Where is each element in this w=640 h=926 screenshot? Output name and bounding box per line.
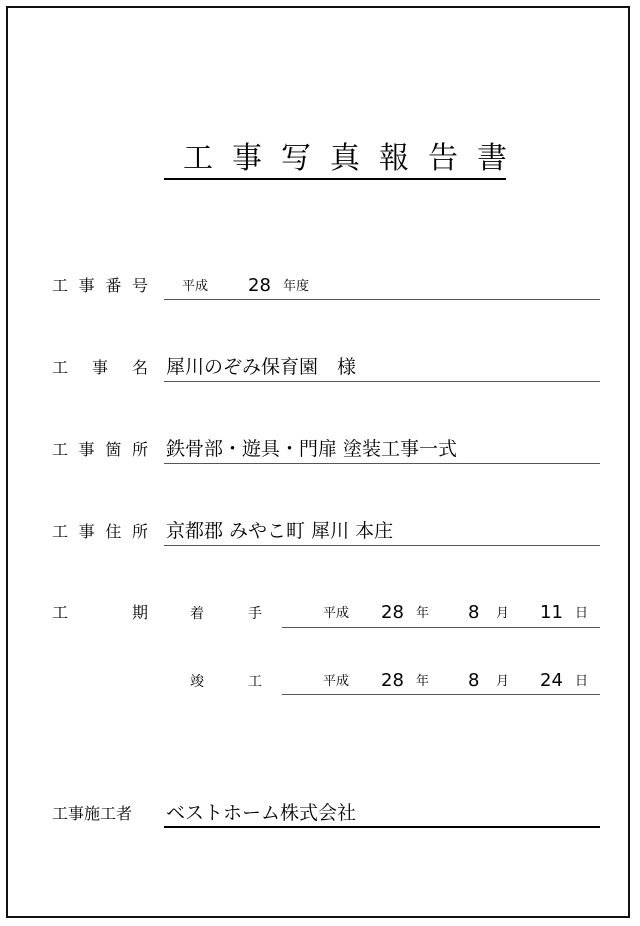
start-day-unit: 日 <box>575 606 589 621</box>
start-rule <box>282 627 600 628</box>
project-scope-rule <box>164 463 600 464</box>
start-label: 着 手 <box>190 606 262 622</box>
project-number-suffix: 年度 <box>283 279 310 294</box>
project-number-era: 平成 <box>182 279 209 294</box>
contractor-value: ベストホーム株式会社 <box>166 802 357 824</box>
end-day-unit: 日 <box>575 674 589 689</box>
start-month-unit: 月 <box>496 606 510 621</box>
document-title <box>164 140 526 180</box>
start-year: 28 <box>381 602 404 623</box>
contractor-label: 工事施工者 <box>52 804 133 823</box>
title-text: 工事写真報告書 <box>183 141 526 176</box>
start-year-unit: 年 <box>416 606 430 621</box>
project-name-rule <box>164 381 600 382</box>
start-day: 11 <box>540 602 563 623</box>
project-number-label: 工 事 番 号 <box>52 276 148 295</box>
end-rule <box>282 694 600 695</box>
title-underline <box>164 178 506 180</box>
project-number-rule <box>164 299 600 300</box>
end-month: 8 <box>468 670 480 691</box>
project-number-year: 28 <box>248 275 271 296</box>
end-year: 28 <box>381 670 404 691</box>
end-day: 24 <box>540 670 563 691</box>
end-era: 平成 <box>323 674 350 689</box>
project-name-label: 工 事 名 <box>52 358 148 377</box>
end-month-unit: 月 <box>496 674 510 689</box>
start-era: 平成 <box>323 606 350 621</box>
project-scope-label: 工 事 箇 所 <box>52 440 148 459</box>
end-label: 竣 工 <box>190 674 262 690</box>
project-address-rule <box>164 545 600 546</box>
end-year-unit: 年 <box>416 674 430 689</box>
project-name-value: 犀川のぞみ保育園 様 <box>166 356 357 378</box>
start-month: 8 <box>468 602 480 623</box>
contractor-rule <box>164 826 600 828</box>
project-address-value: 京都郡 みやこ町 犀川 本庄 <box>166 520 394 542</box>
period-label: 工 期 <box>52 603 148 622</box>
project-address-label: 工 事 住 所 <box>52 522 148 541</box>
project-scope-value: 鉄骨部・遊具・門扉 塗装工事一式 <box>166 438 458 460</box>
